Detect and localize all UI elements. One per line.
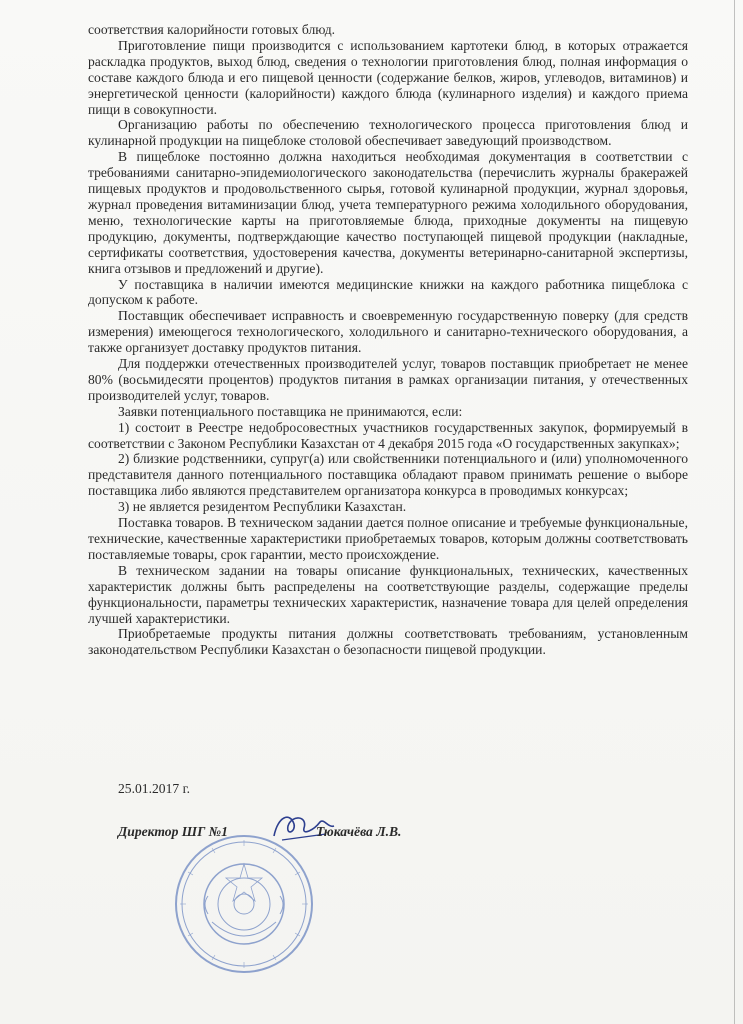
paragraph: Заявки потенциального поставщика не принимаются, если: <box>118 403 463 419</box>
paragraph: Приготовление пищи производится с использованием картотеки блюд, в которых отражается раскладка продуктов, выход блюд, сведения о технологии приготовления блюд, полная информация о составе каждого блюда и его пищевой ценности (содержание белков, жиров, углеводов, витаминов) и энергетической ценности (калорийности) каждого блюда (кулинарного изделия) и каждого приема пищи в совокупности. <box>88 37 688 117</box>
official-stamp <box>172 832 316 976</box>
paragraph: Организацию работы по обеспечению технологического процесса приготовления блюд и кулинарной продукции на пищеблоке столовой обеспечивает заведующий производством. <box>88 117 688 149</box>
document-body <box>88 22 688 658</box>
paragraph: В техническом задании на товары описание функциональных, технических, качественных характеристик должны быть распределены на соответствующие разделы, содержащие пределы функциональности, параметры технических характеристик, назначение товара для целей определения лучшей характеристики. <box>88 562 688 626</box>
paragraph: В пищеблоке постоянно должна находиться необходимая документация в соответствии с требованиями санитарно-эпидемиологического законодательства (перечислить журналы бракеражей пищевых продуктов и продовольственного сырья, готовой кулинарной продукции, журнал здоровья, журнал проведения витаминизации блюд, учета температурного режима холодильного оборудования, меню, технологические карты на приготовляемые блюда, приходные документы на пищевую продукцию, документы, подтверждающие качество поступающей пищевой продукции (накладные, сертификаты соответствия, удостоверения качества, документы ветеринарно-санитарной экспертизы, книга отзывов и предложений и другие). <box>88 149 688 276</box>
paragraph: Поставщик обеспечивает исправность и своевременную государственную поверку (для средств измерения) имеющегося технологического, холодильного и санитарно-технического оборудования, а также организует доставку продуктов питания. <box>88 308 688 356</box>
page-edge-line <box>734 0 735 1024</box>
paragraph: 2) близкие родственники, супруг(а) или свойственники потенциального и (или) уполномоченного представителя данного потенциального поставщика обладают правом принимать решение о выборе поставщика либо являются представителем организатора конкурса в проводимых конкурсах; <box>88 451 688 499</box>
paragraph: 3) не является резидентом Республики Казахстан. <box>118 499 407 515</box>
paragraph: соответствия калорийности готовых блюд. <box>88 22 336 37</box>
paragraph: 1) состоит в Реестре недобросовестных участников государственных закупок, формируемый в соответствии с Законом Республики Казахстан от 4 декабря 2015 года «О государственных закупках»; <box>88 419 688 451</box>
signer-title: Директор ШГ №1 <box>118 824 228 839</box>
document-date: 25.01.2017 г. <box>118 781 191 796</box>
paragraph: У поставщика в наличии имеются медицинские книжки на каждого работника пищеблока с допуском к работе. <box>88 276 688 308</box>
paragraph: Приобретаемые продукты питания должны соответствовать требованиям, установленным законодательством Республики Казахстан о безопасности пищевой продукции. <box>88 626 688 658</box>
signer-name: Тюкачёва Л.В. <box>316 824 402 839</box>
paragraph: Для поддержки отечественных производителей услуг, товаров поставщик приобретает не менее 80% (восьмидесяти процентов) продуктов питания в рамках организации питания, у отечественных производителей услуг, товаров. <box>88 356 688 403</box>
paragraph: Поставка товаров. В техническом задании дается полное описание и требуемые функциональные, технические, качественные характеристики приобретаемых товаров, которым должны соответствовать поставляемые товары, срок гарантии, место происхождение. <box>88 515 688 562</box>
